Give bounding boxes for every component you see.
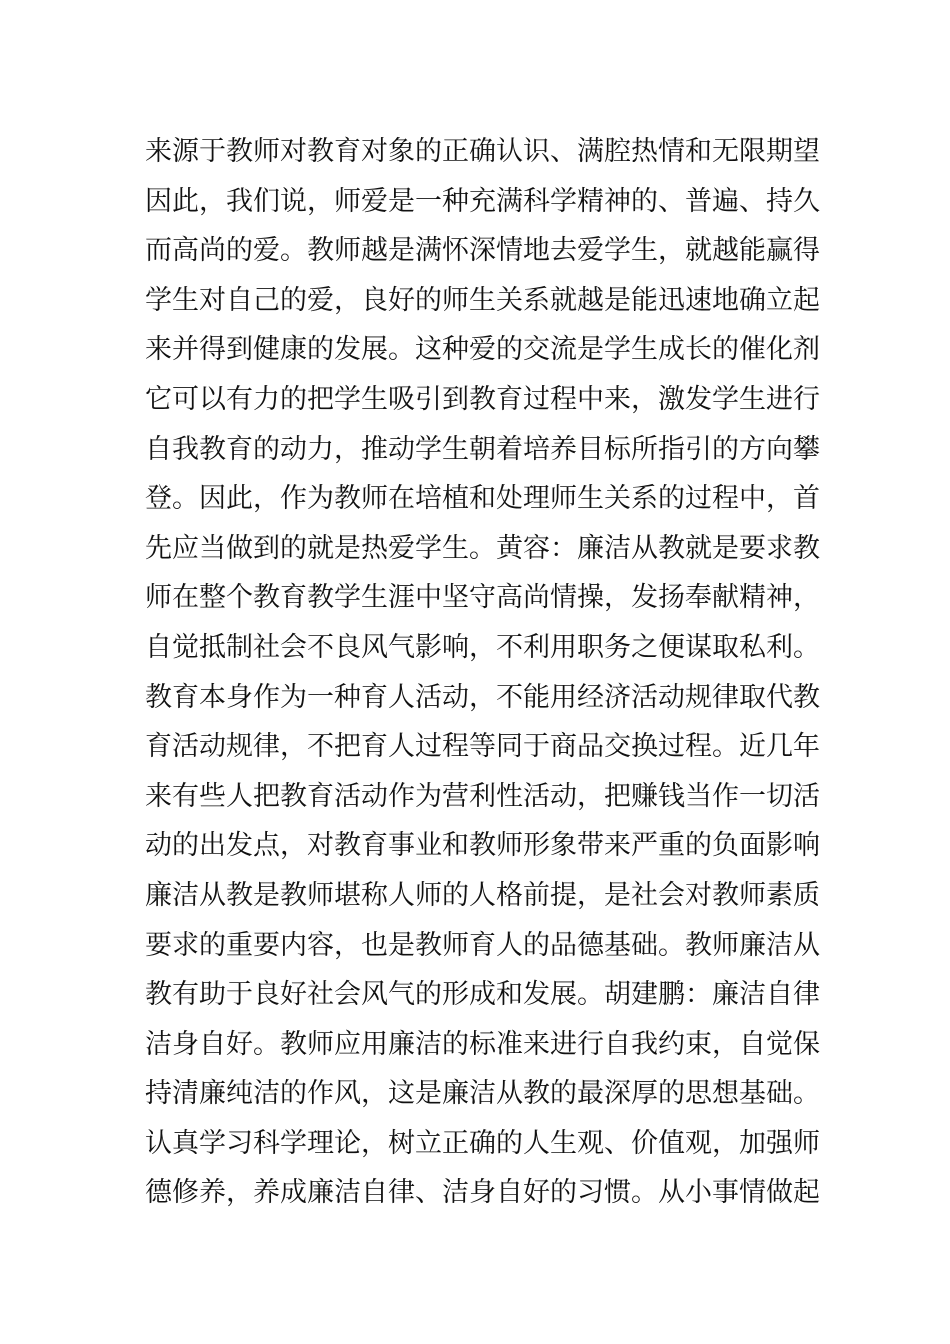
text-line: 廉洁从教是教师堪称人师的人格前提，是社会对教师素质 [145, 879, 820, 911]
text-line: 教育本身作为一种育人活动，不能用经济活动规律取代教 [145, 681, 820, 713]
text-line: 师在整个教育教学生涯中坚守高尚情操，发扬奉献精神， [145, 582, 820, 614]
text-line: 德修养，养成廉洁自律、洁身自好的习惯。从小事情做起 [145, 1177, 820, 1209]
text-line: 学生对自己的爱，良好的师生关系就越是能迅速地确立起 [145, 284, 820, 316]
text-line: 持清廉纯洁的作风，这是廉洁从教的最深厚的思想基础。 [145, 1078, 820, 1110]
text-line: 它可以有力的把学生吸引到教育过程中来，激发学生进行 [145, 383, 820, 415]
text-line: 洁身自好。教师应用廉洁的标准来进行自我约束，自觉保 [145, 1028, 820, 1060]
text-line: 要求的重要内容，也是教师育人的品德基础。教师廉洁从 [145, 929, 820, 961]
text-line: 因此，我们说，师爱是一种充满科学精神的、普遍、持久 [145, 185, 820, 217]
text-line: 自我教育的动力，推动学生朝着培养目标所指引的方向攀 [145, 433, 820, 465]
text-line: 自觉抵制社会不良风气影响，不利用职务之便谋取私利。 [145, 631, 820, 663]
text-line: 来有些人把教育活动作为营利性活动，把赚钱当作一切活 [145, 780, 820, 812]
body-text [145, 127, 820, 1218]
text-line: 先应当做到的就是热爱学生。黄容：廉洁从教就是要求教 [145, 532, 820, 564]
text-line: 动的出发点，对教育事业和教师形象带来严重的负面影响 [145, 830, 820, 862]
text-line: 来源于教师对教育对象的正确认识、满腔热情和无限期望 [145, 136, 820, 167]
text-line: 登。因此，作为教师在培植和处理师生关系的过程中，首 [145, 483, 820, 515]
text-line: 来并得到健康的发展。这种爱的交流是学生成长的催化剂 [145, 334, 820, 366]
text-line: 而高尚的爱。教师越是满怀深情地去爱学生，就越能赢得 [145, 235, 820, 267]
text-line: 育活动规律，不把育人过程等同于商品交换过程。近几年 [145, 731, 820, 763]
text-line: 认真学习科学理论，树立正确的人生观、价值观，加强师 [145, 1127, 820, 1159]
text-line: 教有助于良好社会风气的形成和发展。胡建鹏：廉洁自律 [145, 979, 820, 1011]
